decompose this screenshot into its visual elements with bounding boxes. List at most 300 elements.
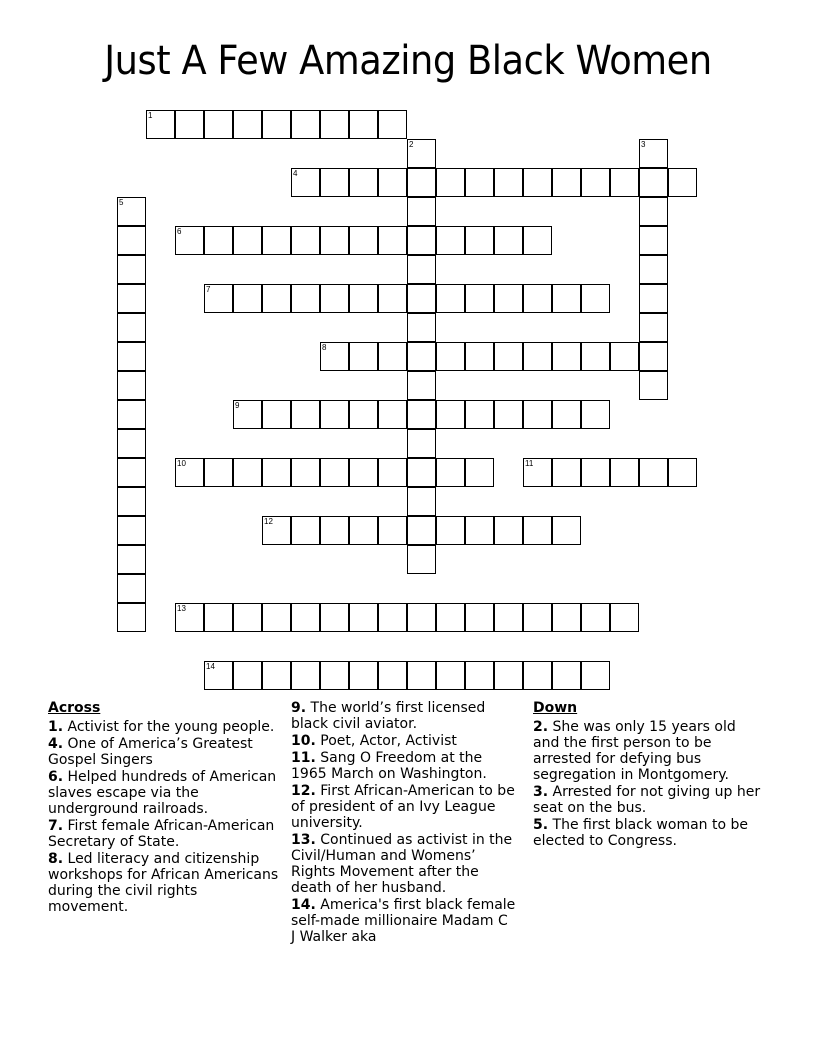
cell-letter-input[interactable] [292, 111, 319, 138]
grid-cell[interactable] [291, 400, 320, 429]
cell-letter-input[interactable] [350, 459, 377, 486]
grid-cell[interactable] [639, 255, 668, 284]
grid-cell[interactable] [233, 284, 262, 313]
cell-letter-input[interactable] [524, 604, 551, 631]
grid-cell[interactable] [639, 342, 668, 371]
grid-cell[interactable] [233, 226, 262, 255]
grid-cell[interactable] [320, 284, 349, 313]
cell-letter-input[interactable] [118, 256, 145, 283]
cell-letter-input[interactable] [205, 604, 232, 631]
cell-letter-input[interactable] [553, 662, 580, 689]
cell-letter-input[interactable] [118, 604, 145, 631]
grid-cell[interactable] [175, 110, 204, 139]
cell-letter-input[interactable] [553, 459, 580, 486]
grid-cell[interactable] [117, 487, 146, 516]
cell-letter-input[interactable] [466, 169, 493, 196]
grid-cell[interactable] [349, 603, 378, 632]
grid-cell[interactable] [349, 342, 378, 371]
cell-letter-input[interactable] [582, 459, 609, 486]
grid-cell[interactable] [407, 342, 436, 371]
cell-letter-input[interactable] [379, 169, 406, 196]
grid-cell[interactable] [436, 284, 465, 313]
cell-letter-input[interactable] [611, 343, 638, 370]
cell-letter-input[interactable] [582, 169, 609, 196]
cell-letter-input[interactable] [640, 256, 667, 283]
cell-letter-input[interactable] [640, 285, 667, 312]
cell-letter-input[interactable] [408, 372, 435, 399]
grid-cell[interactable] [407, 255, 436, 284]
grid-cell[interactable] [262, 110, 291, 139]
grid-cell[interactable] [320, 342, 349, 371]
grid-cell[interactable] [465, 226, 494, 255]
grid-cell[interactable] [465, 400, 494, 429]
grid-cell[interactable] [291, 110, 320, 139]
grid-cell[interactable] [639, 226, 668, 255]
cell-letter-input[interactable] [408, 256, 435, 283]
grid-cell[interactable] [378, 458, 407, 487]
grid-cell[interactable] [523, 342, 552, 371]
grid-cell[interactable] [262, 284, 291, 313]
grid-cell[interactable] [349, 110, 378, 139]
cell-letter-input[interactable] [408, 459, 435, 486]
cell-letter-input[interactable] [321, 227, 348, 254]
grid-cell[interactable] [233, 400, 262, 429]
grid-cell[interactable] [291, 603, 320, 632]
grid-cell[interactable] [610, 458, 639, 487]
grid-cell[interactable] [320, 168, 349, 197]
grid-cell[interactable] [233, 110, 262, 139]
grid-cell[interactable] [291, 661, 320, 690]
cell-letter-input[interactable] [118, 575, 145, 602]
grid-cell[interactable] [610, 342, 639, 371]
cell-letter-input[interactable] [263, 517, 290, 544]
grid-cell[interactable] [523, 603, 552, 632]
grid-cell[interactable] [117, 400, 146, 429]
grid-cell[interactable] [494, 603, 523, 632]
grid-cell[interactable] [494, 400, 523, 429]
grid-cell[interactable] [320, 400, 349, 429]
cell-letter-input[interactable] [582, 662, 609, 689]
cell-letter-input[interactable] [263, 459, 290, 486]
cell-letter-input[interactable] [524, 459, 551, 486]
grid-cell[interactable] [291, 226, 320, 255]
cell-letter-input[interactable] [379, 401, 406, 428]
cell-letter-input[interactable] [292, 401, 319, 428]
cell-letter-input[interactable] [495, 169, 522, 196]
grid-cell[interactable] [668, 168, 697, 197]
cell-letter-input[interactable] [350, 285, 377, 312]
cell-letter-input[interactable] [263, 604, 290, 631]
grid-cell[interactable] [407, 197, 436, 226]
cell-letter-input[interactable] [321, 111, 348, 138]
grid-cell[interactable] [552, 168, 581, 197]
grid-cell[interactable] [552, 458, 581, 487]
grid-cell[interactable] [378, 661, 407, 690]
grid-cell[interactable] [378, 110, 407, 139]
cell-letter-input[interactable] [263, 111, 290, 138]
grid-cell[interactable] [378, 226, 407, 255]
grid-cell[interactable] [465, 458, 494, 487]
grid-cell[interactable] [465, 342, 494, 371]
cell-letter-input[interactable] [350, 343, 377, 370]
cell-letter-input[interactable] [495, 604, 522, 631]
cell-letter-input[interactable] [379, 227, 406, 254]
grid-cell[interactable] [407, 516, 436, 545]
grid-cell[interactable] [436, 400, 465, 429]
grid-cell[interactable] [117, 429, 146, 458]
grid-cell[interactable] [233, 603, 262, 632]
cell-letter-input[interactable] [118, 343, 145, 370]
cell-letter-input[interactable] [640, 372, 667, 399]
grid-cell[interactable] [407, 603, 436, 632]
grid-cell[interactable] [407, 284, 436, 313]
cell-letter-input[interactable] [350, 227, 377, 254]
cell-letter-input[interactable] [524, 662, 551, 689]
cell-letter-input[interactable] [669, 459, 696, 486]
cell-letter-input[interactable] [495, 517, 522, 544]
grid-cell[interactable] [436, 226, 465, 255]
cell-letter-input[interactable] [495, 662, 522, 689]
cell-letter-input[interactable] [379, 285, 406, 312]
grid-cell[interactable] [262, 226, 291, 255]
grid-cell[interactable] [523, 226, 552, 255]
grid-cell[interactable] [378, 400, 407, 429]
cell-letter-input[interactable] [437, 604, 464, 631]
grid-cell[interactable] [465, 284, 494, 313]
grid-cell[interactable] [610, 603, 639, 632]
cell-letter-input[interactable] [495, 401, 522, 428]
cell-letter-input[interactable] [118, 227, 145, 254]
cell-letter-input[interactable] [379, 662, 406, 689]
grid-cell[interactable] [407, 313, 436, 342]
grid-cell[interactable] [291, 458, 320, 487]
cell-letter-input[interactable] [350, 169, 377, 196]
grid-cell[interactable] [320, 458, 349, 487]
grid-cell[interactable] [407, 429, 436, 458]
grid-cell[interactable] [378, 516, 407, 545]
grid-cell[interactable] [436, 603, 465, 632]
grid-cell[interactable] [436, 458, 465, 487]
cell-letter-input[interactable] [234, 459, 261, 486]
cell-letter-input[interactable] [553, 285, 580, 312]
cell-letter-input[interactable] [118, 198, 145, 225]
grid-cell[interactable] [407, 226, 436, 255]
cell-letter-input[interactable] [379, 343, 406, 370]
grid-cell[interactable] [465, 603, 494, 632]
grid-cell[interactable] [407, 400, 436, 429]
grid-cell[interactable] [523, 661, 552, 690]
cell-letter-input[interactable] [408, 604, 435, 631]
grid-cell[interactable] [349, 516, 378, 545]
cell-letter-input[interactable] [524, 343, 551, 370]
cell-letter-input[interactable] [640, 227, 667, 254]
cell-letter-input[interactable] [524, 227, 551, 254]
cell-letter-input[interactable] [321, 169, 348, 196]
grid-cell[interactable] [639, 458, 668, 487]
grid-cell[interactable] [175, 226, 204, 255]
grid-cell[interactable] [204, 458, 233, 487]
cell-letter-input[interactable] [350, 604, 377, 631]
cell-letter-input[interactable] [553, 401, 580, 428]
grid-cell[interactable] [407, 487, 436, 516]
cell-letter-input[interactable] [118, 314, 145, 341]
cell-letter-input[interactable] [292, 169, 319, 196]
grid-cell[interactable] [581, 603, 610, 632]
cell-letter-input[interactable] [437, 459, 464, 486]
grid-cell[interactable] [552, 603, 581, 632]
cell-letter-input[interactable] [292, 662, 319, 689]
cell-letter-input[interactable] [408, 517, 435, 544]
cell-letter-input[interactable] [553, 604, 580, 631]
grid-cell[interactable] [117, 545, 146, 574]
grid-cell[interactable] [407, 139, 436, 168]
cell-letter-input[interactable] [379, 111, 406, 138]
cell-letter-input[interactable] [263, 401, 290, 428]
grid-cell[interactable] [291, 284, 320, 313]
cell-letter-input[interactable] [118, 401, 145, 428]
grid-cell[interactable] [465, 168, 494, 197]
cell-letter-input[interactable] [437, 227, 464, 254]
grid-cell[interactable] [523, 458, 552, 487]
grid-cell[interactable] [117, 313, 146, 342]
cell-letter-input[interactable] [176, 459, 203, 486]
cell-letter-input[interactable] [350, 401, 377, 428]
cell-letter-input[interactable] [292, 227, 319, 254]
grid-cell[interactable] [581, 168, 610, 197]
grid-cell[interactable] [378, 603, 407, 632]
grid-cell[interactable] [349, 400, 378, 429]
grid-cell[interactable] [262, 400, 291, 429]
cell-letter-input[interactable] [263, 285, 290, 312]
grid-cell[interactable] [552, 342, 581, 371]
cell-letter-input[interactable] [118, 372, 145, 399]
grid-cell[interactable] [581, 342, 610, 371]
grid-cell[interactable] [262, 458, 291, 487]
cell-letter-input[interactable] [582, 343, 609, 370]
cell-letter-input[interactable] [408, 662, 435, 689]
cell-letter-input[interactable] [176, 111, 203, 138]
grid-cell[interactable] [581, 400, 610, 429]
cell-letter-input[interactable] [263, 227, 290, 254]
cell-letter-input[interactable] [466, 517, 493, 544]
grid-cell[interactable] [494, 284, 523, 313]
cell-letter-input[interactable] [408, 343, 435, 370]
cell-letter-input[interactable] [176, 604, 203, 631]
cell-letter-input[interactable] [495, 227, 522, 254]
grid-cell[interactable] [146, 110, 175, 139]
grid-cell[interactable] [581, 458, 610, 487]
grid-cell[interactable] [378, 168, 407, 197]
cell-letter-input[interactable] [466, 604, 493, 631]
cell-letter-input[interactable] [437, 169, 464, 196]
grid-cell[interactable] [581, 284, 610, 313]
cell-letter-input[interactable] [466, 401, 493, 428]
grid-cell[interactable] [378, 284, 407, 313]
grid-cell[interactable] [262, 603, 291, 632]
cell-letter-input[interactable] [379, 459, 406, 486]
grid-cell[interactable] [117, 284, 146, 313]
cell-letter-input[interactable] [379, 604, 406, 631]
grid-cell[interactable] [639, 313, 668, 342]
cell-letter-input[interactable] [495, 343, 522, 370]
cell-letter-input[interactable] [466, 285, 493, 312]
grid-cell[interactable] [349, 226, 378, 255]
cell-letter-input[interactable] [205, 459, 232, 486]
grid-cell[interactable] [436, 661, 465, 690]
grid-cell[interactable] [407, 371, 436, 400]
grid-cell[interactable] [552, 400, 581, 429]
cell-letter-input[interactable] [321, 285, 348, 312]
cell-letter-input[interactable] [408, 198, 435, 225]
cell-letter-input[interactable] [524, 517, 551, 544]
cell-letter-input[interactable] [582, 285, 609, 312]
cell-letter-input[interactable] [408, 169, 435, 196]
cell-letter-input[interactable] [321, 343, 348, 370]
cell-letter-input[interactable] [408, 140, 435, 167]
cell-letter-input[interactable] [263, 662, 290, 689]
cell-letter-input[interactable] [147, 111, 174, 138]
cell-letter-input[interactable] [118, 517, 145, 544]
cell-letter-input[interactable] [234, 401, 261, 428]
grid-cell[interactable] [320, 226, 349, 255]
grid-cell[interactable] [436, 342, 465, 371]
grid-cell[interactable] [175, 458, 204, 487]
cell-letter-input[interactable] [640, 140, 667, 167]
grid-cell[interactable] [465, 661, 494, 690]
grid-cell[interactable] [523, 284, 552, 313]
cell-letter-input[interactable] [350, 517, 377, 544]
cell-letter-input[interactable] [611, 169, 638, 196]
cell-letter-input[interactable] [205, 662, 232, 689]
cell-letter-input[interactable] [118, 430, 145, 457]
grid-cell[interactable] [349, 458, 378, 487]
grid-cell[interactable] [204, 110, 233, 139]
grid-cell[interactable] [407, 458, 436, 487]
cell-letter-input[interactable] [611, 459, 638, 486]
cell-letter-input[interactable] [350, 111, 377, 138]
grid-cell[interactable] [639, 284, 668, 313]
grid-cell[interactable] [117, 516, 146, 545]
cell-letter-input[interactable] [408, 285, 435, 312]
cell-letter-input[interactable] [437, 517, 464, 544]
cell-letter-input[interactable] [669, 169, 696, 196]
cell-letter-input[interactable] [321, 662, 348, 689]
grid-cell[interactable] [320, 110, 349, 139]
grid-cell[interactable] [204, 603, 233, 632]
grid-cell[interactable] [407, 661, 436, 690]
cell-letter-input[interactable] [495, 285, 522, 312]
grid-cell[interactable] [117, 574, 146, 603]
grid-cell[interactable] [262, 661, 291, 690]
grid-cell[interactable] [378, 342, 407, 371]
cell-letter-input[interactable] [292, 285, 319, 312]
grid-cell[interactable] [349, 284, 378, 313]
grid-cell[interactable] [552, 661, 581, 690]
grid-cell[interactable] [639, 197, 668, 226]
grid-cell[interactable] [436, 516, 465, 545]
grid-cell[interactable] [581, 661, 610, 690]
grid-cell[interactable] [523, 400, 552, 429]
cell-letter-input[interactable] [640, 169, 667, 196]
cell-letter-input[interactable] [176, 227, 203, 254]
grid-cell[interactable] [320, 661, 349, 690]
cell-letter-input[interactable] [408, 401, 435, 428]
grid-cell[interactable] [407, 168, 436, 197]
grid-cell[interactable] [204, 284, 233, 313]
cell-letter-input[interactable] [524, 169, 551, 196]
cell-letter-input[interactable] [234, 227, 261, 254]
grid-cell[interactable] [175, 603, 204, 632]
grid-cell[interactable] [349, 661, 378, 690]
cell-letter-input[interactable] [553, 517, 580, 544]
cell-letter-input[interactable] [205, 227, 232, 254]
grid-cell[interactable] [639, 371, 668, 400]
cell-letter-input[interactable] [524, 285, 551, 312]
grid-cell[interactable] [320, 516, 349, 545]
cell-letter-input[interactable] [611, 604, 638, 631]
cell-letter-input[interactable] [234, 604, 261, 631]
grid-cell[interactable] [117, 255, 146, 284]
cell-letter-input[interactable] [234, 662, 261, 689]
grid-cell[interactable] [117, 603, 146, 632]
cell-letter-input[interactable] [640, 459, 667, 486]
grid-cell[interactable] [436, 168, 465, 197]
cell-letter-input[interactable] [437, 662, 464, 689]
grid-cell[interactable] [349, 168, 378, 197]
cell-letter-input[interactable] [582, 401, 609, 428]
cell-letter-input[interactable] [292, 459, 319, 486]
grid-cell[interactable] [117, 342, 146, 371]
grid-cell[interactable] [117, 197, 146, 226]
cell-letter-input[interactable] [205, 111, 232, 138]
cell-letter-input[interactable] [640, 198, 667, 225]
cell-letter-input[interactable] [640, 343, 667, 370]
grid-cell[interactable] [262, 516, 291, 545]
cell-letter-input[interactable] [118, 459, 145, 486]
cell-letter-input[interactable] [640, 314, 667, 341]
grid-cell[interactable] [117, 226, 146, 255]
cell-letter-input[interactable] [408, 488, 435, 515]
grid-cell[interactable] [320, 603, 349, 632]
cell-letter-input[interactable] [234, 285, 261, 312]
grid-cell[interactable] [291, 516, 320, 545]
cell-letter-input[interactable] [379, 517, 406, 544]
cell-letter-input[interactable] [350, 662, 377, 689]
cell-letter-input[interactable] [118, 488, 145, 515]
grid-cell[interactable] [204, 661, 233, 690]
cell-letter-input[interactable] [437, 343, 464, 370]
grid-cell[interactable] [494, 226, 523, 255]
cell-letter-input[interactable] [321, 459, 348, 486]
grid-cell[interactable] [639, 168, 668, 197]
cell-letter-input[interactable] [466, 227, 493, 254]
grid-cell[interactable] [494, 342, 523, 371]
cell-letter-input[interactable] [408, 227, 435, 254]
grid-cell[interactable] [639, 139, 668, 168]
cell-letter-input[interactable] [408, 546, 435, 573]
grid-cell[interactable] [552, 516, 581, 545]
grid-cell[interactable] [117, 371, 146, 400]
cell-letter-input[interactable] [524, 401, 551, 428]
grid-cell[interactable] [233, 458, 262, 487]
grid-cell[interactable] [465, 516, 494, 545]
cell-letter-input[interactable] [437, 401, 464, 428]
cell-letter-input[interactable] [553, 169, 580, 196]
cell-letter-input[interactable] [292, 604, 319, 631]
cell-letter-input[interactable] [321, 604, 348, 631]
grid-cell[interactable] [291, 168, 320, 197]
grid-cell[interactable] [494, 516, 523, 545]
